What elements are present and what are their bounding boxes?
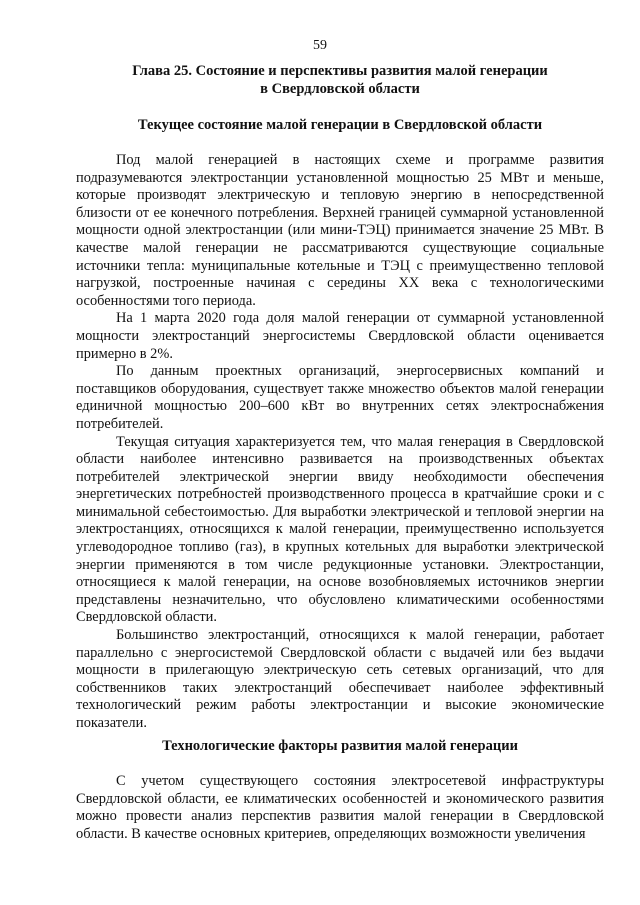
chapter-title-line-2: в Свердловской области [260,81,420,97]
page-number: 59 [313,38,327,53]
paragraph: На 1 марта 2020 года доля малой генерации от суммарной установленной мощности электростанций энергосистемы Свердловской области оценивается примерно в 2%. [76,310,604,362]
section-body-current-state [76,152,604,733]
paragraph: Большинство электростанций, относящихся к малой генерации, работает параллельно с энергосистемой Свердловской области с выдачей или без выдачи мощности в прилегающую электрическую сеть сетевых организаций, что для собственников таких электростанций обеспечивает наиболее эффективный технологический режим работы электростанции и высокие экономические показатели. [76,627,604,731]
chapter-title-line-1: Глава 25. Состояние и перспективы развития малой генерации [132,63,548,79]
section-heading-technological-factors: Технологические факторы развития малой генерации [162,738,518,754]
paragraph: Текущая ситуация характеризуется тем, что малая генерация в Свердловской области наиболее интенсивно развивается на производственных объектах потребителей электрической энергии ввиду необходимости обеспечения энергетических потребностей производственного процесса в кратчайшие сроки и с минимальной себестоимостью. Для выработки электрической и тепловой энергии на электростанциях, относящихся к малой генерации, преимущественно используется углеводородное топливо (газ), в крупных котельных для выработки электрической энергии применяются в том числе редукционные установки. Электростанции, относящиеся к малой генерации, на основе возобновляемых источников энергии представлены незначительно, что обусловлено климатическими особенностями Свердловской области. [76,433,604,626]
paragraph: Под малой генерацией в настоящих схеме и программе развития подразумеваются электростанции установленной мощностью 25 МВт и меньше, которые производят электрическую и тепловую энергию в непосредственной близости от ее конечного потребления. Верхней границей суммарной установленной мощности одной электростанции (или мини-ТЭЦ) принимается значение 25 МВт. В качестве малой генерации не рассматриваются существующие социальные источники тепла: муниципальные котельные и ТЭЦ с преимущественно тепловой нагрузкой, построенные начиная с середины XX века с технологическими особенностями того периода. [76,152,604,309]
paragraph: С учетом существующего состояния электросетевой инфраструктуры Свердловской области, ее климатических особенностей и экономического развития можно провести анализ перспектив развития малой генерации в Свердловской области. В качестве основных критериев, определяющих возможности увеличения [76,773,604,842]
section-heading-current-state: Текущее состояние малой генерации в Свердловской области [137,117,543,133]
chapter-title [76,62,604,98]
paragraph: По данным проектных организаций, энергосервисных компаний и поставщиков оборудования, существует также множество объектов малой генерации единичной мощностью 200–600 кВт во внутренних сетях электроснабжения потребителей. [76,363,604,432]
section-body-technological-factors [76,773,604,843]
